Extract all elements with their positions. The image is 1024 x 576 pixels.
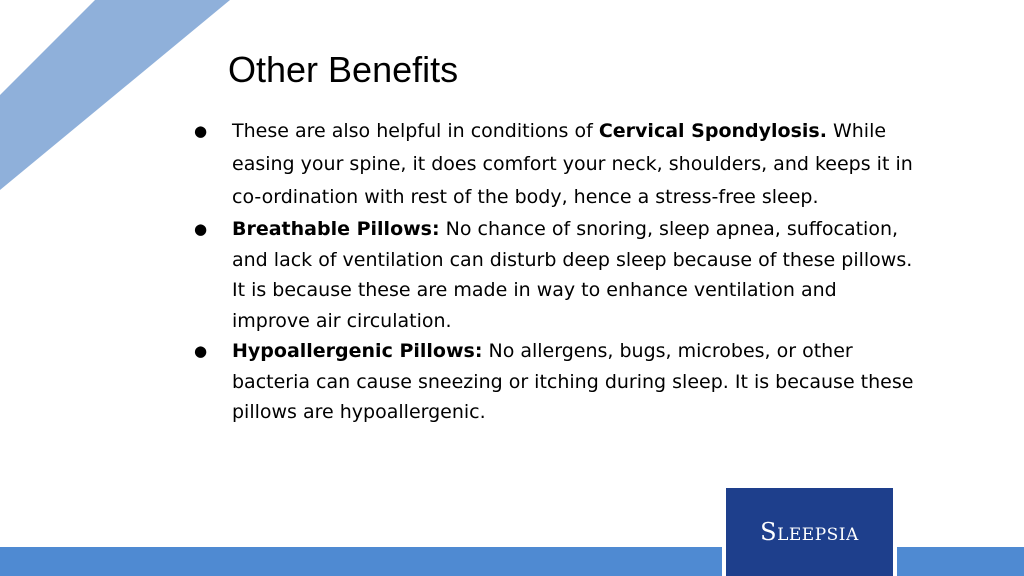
- bullet-text: [232, 214, 914, 336]
- bullet-lead-text: These are also helpful in conditions of: [232, 120, 599, 142]
- bullet-body-text: No allergens, bugs, microbes, or other bacteria can cause sneezing or itching during sleep. It is because these pillows are hypoallergenic.: [232, 340, 914, 423]
- bullet-dot-icon: ●: [194, 220, 208, 238]
- list-item: [194, 214, 914, 336]
- brand-logo: [726, 488, 893, 576]
- logo-text: Sleepsia: [760, 518, 859, 546]
- bullet-dot-icon: ●: [194, 342, 208, 360]
- bullet-body-text: No chance of snoring, sleep apnea, suffocation, and lack of ventilation can disturb deep sleep because of these pillows. It is because these are made in way to enhance ventilation and improve air circulation.: [232, 218, 913, 332]
- bullet-dot-icon: ●: [194, 122, 208, 140]
- bullet-bold-text: Hypoallergenic Pillows:: [232, 340, 483, 362]
- benefits-list: [194, 115, 914, 428]
- bullet-bold-text: Cervical Spondylosis.: [598, 120, 827, 142]
- slide-title: Other Benefits: [228, 49, 459, 90]
- list-item: [194, 115, 914, 214]
- bullet-text: [232, 115, 914, 214]
- list-item: [194, 336, 914, 428]
- bullet-text: [232, 336, 914, 428]
- bullet-bold-text: Breathable Pillows:: [232, 218, 440, 240]
- footer-divider: [893, 547, 897, 576]
- bullet-body-text: While easing your spine, it does comfort your neck, shoulders, and keeps it in co-ordination with rest of the body, hence a stress-free sleep.: [232, 120, 913, 208]
